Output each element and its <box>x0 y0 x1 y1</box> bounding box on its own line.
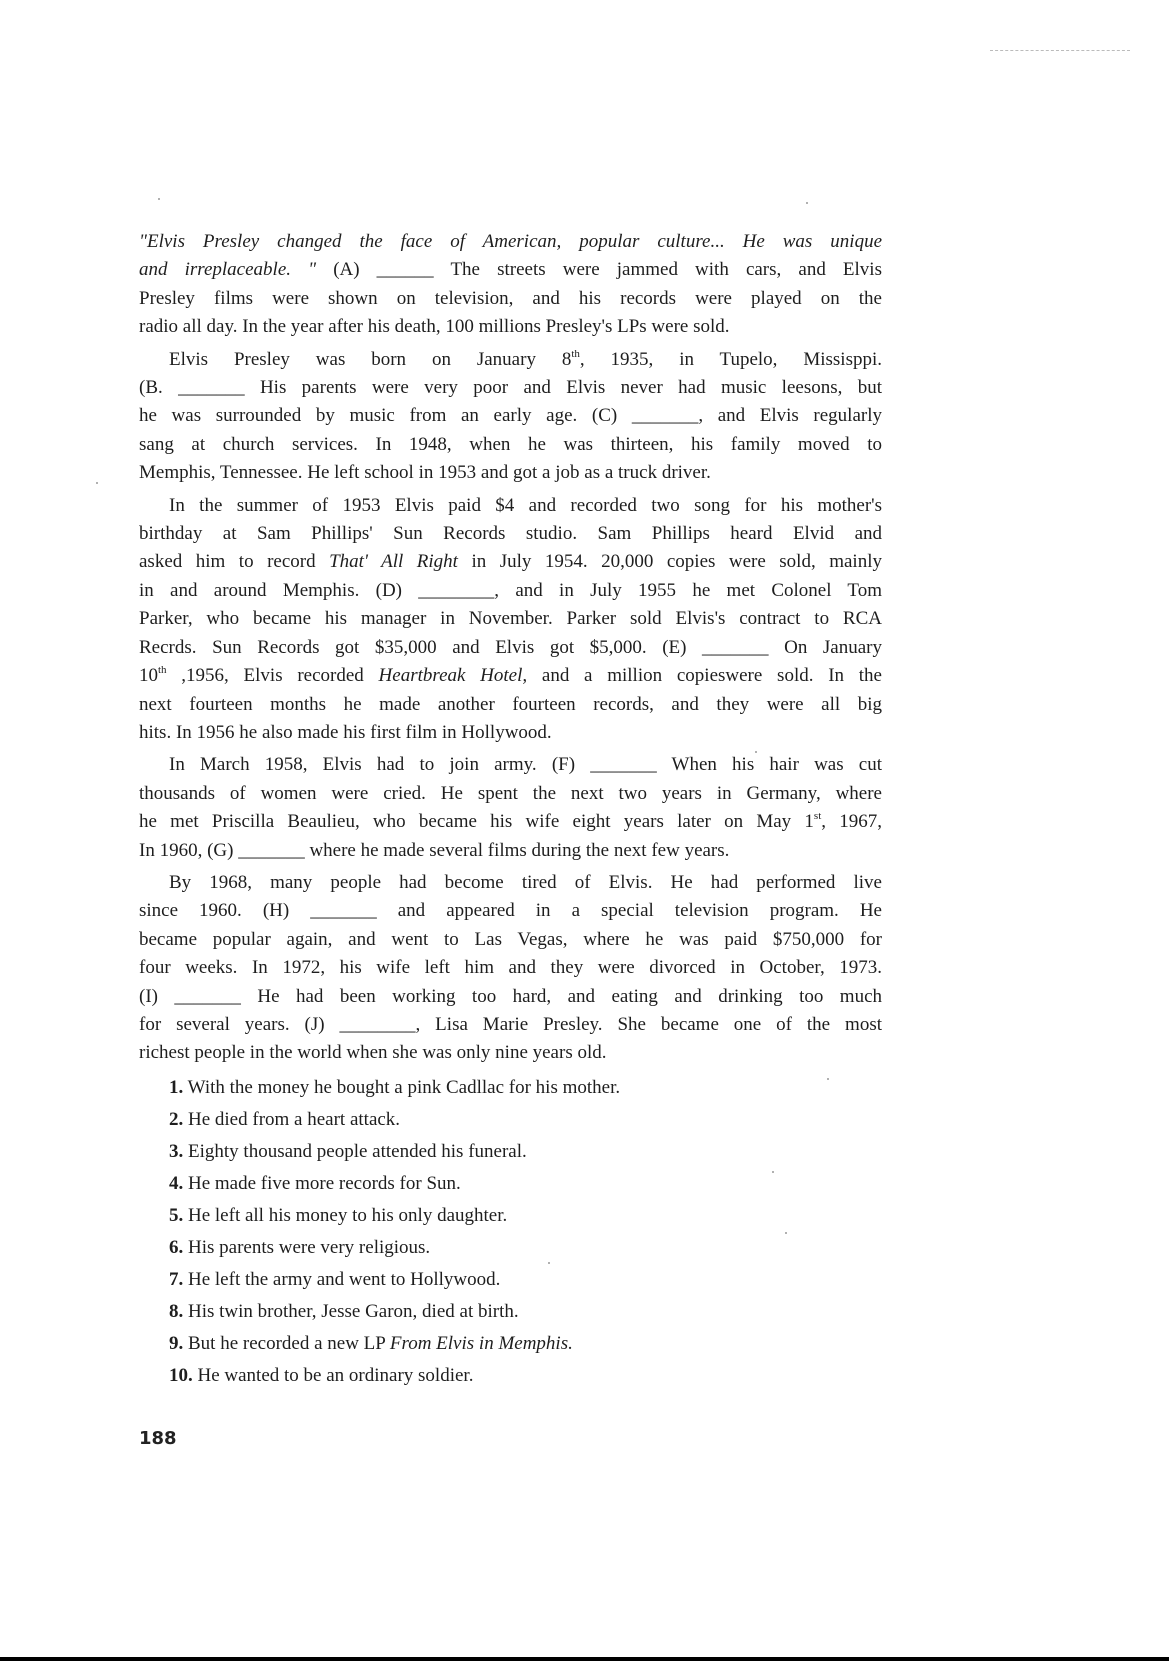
album-title: From Elvis in Memphis. <box>389 1332 573 1354</box>
text-span: , 1935, in Tupelo, Missisppi. <box>579 348 882 370</box>
text-line: By 1968, many people had become tired of Elvis. He had performed live <box>169 871 882 893</box>
item-number: 5. <box>169 1204 184 1226</box>
text-span: he met Priscilla Beaulieu, who became his wife eight years later on May 1 <box>139 811 814 833</box>
item-number: 1. <box>169 1076 184 1098</box>
text-line <box>139 662 882 690</box>
scan-speck <box>96 482 98 484</box>
sentence-options-list <box>139 1072 882 1392</box>
quote-text: and irreplaceable. " <box>139 259 317 281</box>
scan-speck <box>772 1171 774 1173</box>
item-text: But he recorded a new LP <box>183 1332 390 1354</box>
list-item <box>139 1360 882 1392</box>
scan-speck <box>785 1232 787 1234</box>
text-span: ,1956, Elvis recorded <box>166 665 379 687</box>
text-line: since 1960. (H) _______ and appeared in a special television program. He <box>139 900 882 922</box>
song-title: Heartbreak Hotel, <box>378 665 528 687</box>
scan-speck <box>158 198 160 200</box>
item-text: He wanted to be an ordinary soldier. <box>192 1364 474 1386</box>
list-item <box>139 1232 882 1264</box>
list-item <box>139 1200 882 1232</box>
text-line: Presley films were shown on television, and his records were played on the <box>139 287 882 309</box>
scan-border <box>0 1657 1169 1661</box>
text-span: Elvis Presley was born on January 8 <box>169 348 572 370</box>
text-line: became popular again, and went to Las Vegas, where he was paid $750,000 for <box>139 928 882 950</box>
text-span: 10 <box>139 665 158 687</box>
paragraph-1 <box>139 228 882 342</box>
item-text: With the money he bought a pink Cadllac for his mother. <box>183 1076 621 1098</box>
scan-speck <box>755 751 757 753</box>
text-line: In March 1958, Elvis had to join army. (F) _______ When his hair was cut <box>169 754 882 776</box>
text-line: in and around Memphis. (D) ________, and in July 1955 he met Colonel Tom <box>139 579 882 601</box>
song-title: That' All Right <box>329 551 458 573</box>
text-line: richest people in the world when she was only nine years old. <box>139 1042 607 1064</box>
item-number: 6. <box>169 1236 184 1258</box>
text-line: Memphis, Tennessee. He left school in 1953 and got a job as a truck driver. <box>139 462 711 484</box>
text-line <box>139 548 882 576</box>
text-line: (B. _______ His parents were very poor and Elvis never had music leesons, but <box>139 377 882 399</box>
superscript: th <box>158 664 167 677</box>
item-text: Eighty thousand people attended his funeral. <box>183 1140 527 1162</box>
item-number: 2. <box>169 1108 184 1130</box>
scan-speck <box>806 202 808 204</box>
superscript: st <box>813 810 822 823</box>
item-number: 4. <box>169 1172 184 1194</box>
text-line: next fourteen months he made another fourteen records, and they were all big <box>139 693 882 715</box>
text-line: In the summer of 1953 Elvis paid $4 and recorded two song for his mother's <box>169 494 882 516</box>
text-line <box>139 808 882 836</box>
list-item <box>139 1072 882 1104</box>
scan-speck <box>548 1262 550 1264</box>
paragraph-3 <box>139 492 882 748</box>
text-line: hits. In 1956 he also made his first film in Hollywood. <box>139 721 552 743</box>
text-line: sang at church services. In 1948, when he was thirteen, his family moved to <box>139 433 882 455</box>
item-text: He left all his money to his only daughter. <box>183 1204 508 1226</box>
list-item <box>139 1328 882 1360</box>
item-text: His twin brother, Jesse Garon, died at birth. <box>183 1300 519 1322</box>
text-line: Parker, who became his manager in November. Parker sold Elvis's contract to RCA <box>139 608 882 630</box>
superscript: th <box>571 347 580 360</box>
item-number: 10. <box>169 1364 193 1386</box>
list-item <box>139 1104 882 1136</box>
text-line: four weeks. In 1972, his wife left him and they were divorced in October, 1973. <box>139 957 882 979</box>
scan-speck <box>827 1078 829 1080</box>
text-line: Recrds. Sun Records got $35,000 and Elvis got $5,000. (E) _______ On January <box>139 636 882 658</box>
text-line: thousands of women were cried. He spent the next two years in Germany, where <box>139 782 882 804</box>
text-span: and a million copieswere sold. In the <box>527 665 882 687</box>
text-line <box>139 346 882 374</box>
item-text: He made five more records for Sun. <box>183 1172 461 1194</box>
reading-passage <box>139 228 882 1392</box>
scan-artifact <box>990 50 1130 52</box>
list-item <box>139 1296 882 1328</box>
text-line: he was surrounded by music from an early age. (C) _______, and Elvis regularly <box>139 405 882 427</box>
paragraph-5 <box>139 869 882 1068</box>
text-line <box>139 228 882 256</box>
item-number: 9. <box>169 1332 184 1354</box>
paragraph-2 <box>139 346 882 488</box>
text-span: , 1967, <box>821 811 883 833</box>
list-item <box>139 1264 882 1296</box>
item-text: He left the army and went to Hollywood. <box>183 1268 501 1290</box>
text-line <box>139 256 882 284</box>
text-line: In 1960, (G) _______ where he made several films during the next few years. <box>139 839 730 861</box>
text-line: birthday at Sam Phillips' Sun Records studio. Sam Phillips heard Elvid and <box>139 523 882 545</box>
text-line: for several years. (J) ________, Lisa Marie Presley. She became one of the most <box>139 1013 882 1035</box>
quote-text: "Elvis Presley changed the face of American, popular culture... He was unique <box>139 231 882 252</box>
item-number: 7. <box>169 1268 184 1290</box>
item-text: His parents were very religious. <box>183 1236 431 1258</box>
item-text: He died from a heart attack. <box>183 1108 401 1130</box>
text-span: asked him to record <box>139 551 330 573</box>
list-item <box>139 1168 882 1200</box>
gap-a-text: (A) ______ The streets were jammed with cars, and Elvis <box>316 259 882 281</box>
list-item <box>139 1136 882 1168</box>
page-number: 188 <box>139 1428 177 1449</box>
item-number: 3. <box>169 1140 184 1162</box>
text-line: (I) _______ He had been working too hard, and eating and drinking too much <box>139 985 882 1007</box>
item-number: 8. <box>169 1300 184 1322</box>
paragraph-4 <box>139 751 882 865</box>
text-line: radio all day. In the year after his death, 100 millions Presley's LPs were sold. <box>139 316 730 338</box>
text-span: in July 1954. 20,000 copies were sold, mainly <box>457 551 882 573</box>
